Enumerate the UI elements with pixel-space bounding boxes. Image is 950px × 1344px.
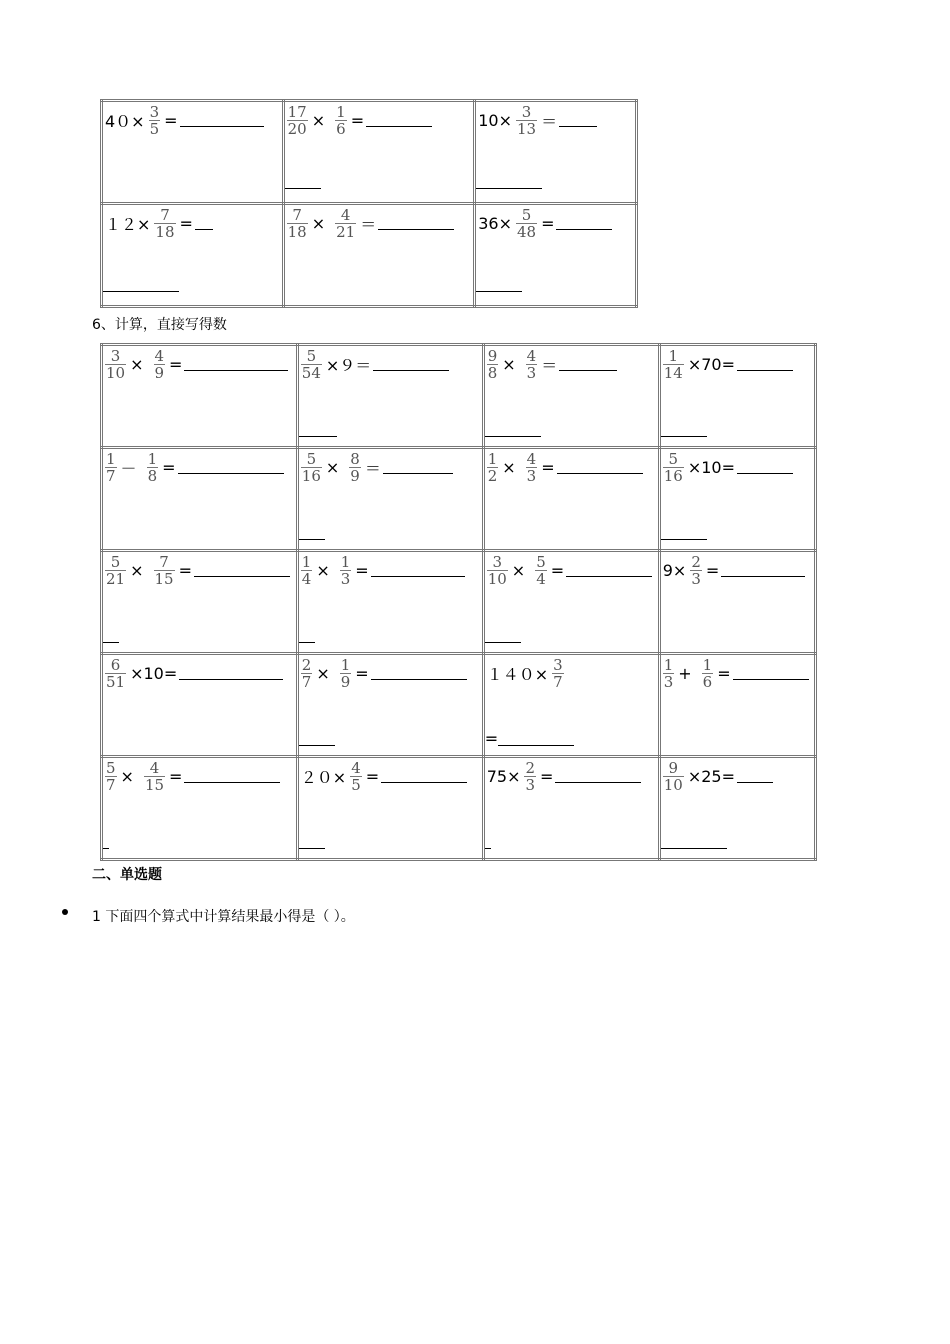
equals-sign: = bbox=[541, 458, 555, 477]
operator: － bbox=[120, 459, 137, 478]
fraction bbox=[154, 207, 175, 240]
fraction-denominator: 15 bbox=[154, 570, 174, 588]
operator: × bbox=[325, 458, 340, 477]
answer-blank[interactable] bbox=[737, 358, 793, 371]
answer-blank[interactable] bbox=[299, 424, 337, 437]
fraction bbox=[301, 554, 313, 587]
fraction-denominator: 10 bbox=[106, 364, 126, 382]
fraction-numerator: 1 bbox=[663, 656, 674, 674]
fraction-numerator: 4 bbox=[526, 347, 537, 365]
answer-continuation bbox=[485, 626, 521, 645]
expression-prefix: 10× bbox=[478, 111, 512, 130]
exercise-cell bbox=[483, 345, 659, 448]
answer-blank[interactable] bbox=[661, 836, 727, 849]
answer-blank[interactable] bbox=[184, 358, 288, 371]
equals-sign: = bbox=[169, 767, 183, 786]
equals-sign: = bbox=[164, 111, 178, 130]
table-row bbox=[102, 654, 816, 757]
answer-blank[interactable] bbox=[179, 667, 283, 680]
operator: × bbox=[502, 458, 516, 477]
fraction-numerator: 2 bbox=[525, 759, 536, 777]
equals-sign: ＝ bbox=[541, 356, 558, 375]
fraction bbox=[535, 554, 547, 587]
exercise-cell bbox=[659, 654, 815, 757]
fraction-denominator: 9 bbox=[340, 673, 351, 691]
table-row bbox=[102, 448, 816, 551]
operator: × bbox=[502, 355, 516, 374]
fraction-numerator: 1 bbox=[487, 450, 498, 468]
operator: × bbox=[316, 664, 330, 683]
answer-blank[interactable] bbox=[180, 114, 264, 127]
answer-blank[interactable] bbox=[476, 176, 542, 189]
fraction-numerator: 17 bbox=[287, 103, 307, 121]
answer-continuation bbox=[485, 420, 541, 439]
fraction-numerator: 7 bbox=[160, 206, 170, 224]
fraction-denominator: 7 bbox=[301, 673, 312, 691]
answer-continuation bbox=[476, 172, 542, 191]
operator: × bbox=[130, 561, 144, 580]
answer-continuation bbox=[299, 832, 325, 851]
fraction-numerator: 6 bbox=[110, 656, 121, 674]
fraction-denominator: 21 bbox=[336, 223, 356, 241]
answer-blank[interactable] bbox=[299, 630, 315, 643]
table-row bbox=[102, 757, 816, 860]
fraction-numerator: 5 bbox=[668, 450, 679, 468]
fraction bbox=[301, 451, 322, 484]
answer-continuation bbox=[485, 729, 574, 748]
answer-blank[interactable] bbox=[378, 217, 454, 230]
fraction bbox=[663, 760, 684, 793]
equals-sign: = bbox=[540, 767, 554, 786]
expression bbox=[103, 348, 288, 381]
exercise-cell bbox=[102, 757, 298, 860]
answer-blank[interactable] bbox=[299, 836, 325, 849]
fraction bbox=[335, 104, 347, 137]
table-row bbox=[102, 101, 637, 204]
expression-prefix: ２０× bbox=[300, 768, 347, 787]
operator: × bbox=[311, 111, 326, 130]
answer-blank[interactable] bbox=[566, 564, 652, 577]
exercise-cell bbox=[297, 757, 483, 860]
fraction-denominator: 2 bbox=[487, 467, 498, 485]
answer-blank[interactable] bbox=[195, 217, 213, 230]
fraction bbox=[349, 451, 361, 484]
exercise-cell bbox=[102, 654, 298, 757]
fraction-numerator: 4 bbox=[526, 450, 537, 468]
answer-continuation bbox=[485, 832, 491, 851]
fraction-numerator: 7 bbox=[159, 553, 169, 571]
answer-blank[interactable] bbox=[556, 217, 612, 230]
fraction-numerator: 1 bbox=[301, 553, 312, 571]
fraction bbox=[516, 207, 537, 240]
operator: × bbox=[311, 214, 326, 233]
equals-sign: = bbox=[355, 561, 369, 580]
answer-blank[interactable] bbox=[371, 564, 465, 577]
fraction-denominator: 3 bbox=[526, 364, 537, 382]
expression bbox=[299, 554, 465, 587]
answer-continuation bbox=[661, 420, 707, 439]
answer-blank[interactable] bbox=[661, 424, 707, 437]
fraction-denominator: 16 bbox=[663, 467, 683, 485]
answer-blank[interactable] bbox=[737, 770, 773, 783]
fraction bbox=[526, 348, 538, 381]
answer-blank[interactable] bbox=[559, 114, 597, 127]
expression-prefix: 36× bbox=[478, 214, 512, 233]
expression bbox=[299, 451, 453, 484]
answer-blank[interactable] bbox=[383, 461, 453, 474]
fraction-numerator: 7 bbox=[292, 206, 302, 224]
fraction bbox=[350, 760, 362, 793]
fraction-denominator: 6 bbox=[336, 120, 346, 138]
answer-continuation bbox=[299, 626, 315, 645]
fraction-denominator: 8 bbox=[487, 364, 498, 382]
equals-sign: = bbox=[705, 561, 720, 580]
exercise-table-2 bbox=[100, 343, 817, 861]
fraction bbox=[301, 348, 322, 381]
fraction-numerator: 3 bbox=[521, 103, 532, 121]
equals-sign: = bbox=[350, 111, 365, 130]
expression-prefix: 9× bbox=[662, 561, 687, 580]
fraction bbox=[301, 657, 313, 690]
exercise-cell bbox=[297, 345, 483, 448]
fraction bbox=[487, 554, 508, 587]
expression-prefix: １４０× bbox=[486, 665, 549, 684]
section-6-title: 6、计算，直接写得数 bbox=[92, 317, 227, 333]
fraction bbox=[144, 760, 165, 793]
answer-blank[interactable] bbox=[476, 279, 522, 292]
equals-sign: = bbox=[550, 561, 565, 580]
equals-sign: = bbox=[541, 214, 555, 233]
fraction bbox=[335, 207, 356, 240]
answer-continuation bbox=[476, 275, 522, 294]
answer-continuation bbox=[299, 420, 337, 439]
expression bbox=[103, 451, 284, 484]
fraction-numerator: 4 bbox=[351, 759, 361, 777]
fraction-numerator: 1 bbox=[106, 450, 116, 468]
equals-sign: ×70= bbox=[687, 355, 735, 374]
fraction-numerator: 3 bbox=[110, 347, 121, 365]
equals-sign: = bbox=[162, 458, 176, 477]
fraction-denominator: 7 bbox=[106, 467, 116, 485]
fraction-numerator: 5 bbox=[306, 347, 317, 365]
table-row bbox=[102, 204, 637, 307]
answer-blank[interactable] bbox=[381, 770, 467, 783]
exercise-cell bbox=[475, 204, 637, 307]
fraction-denominator: 48 bbox=[516, 223, 537, 241]
fraction-numerator: 5 bbox=[306, 450, 317, 468]
fraction-numerator: 5 bbox=[521, 206, 532, 224]
expression bbox=[299, 760, 467, 793]
expression bbox=[103, 207, 213, 240]
answer-continuation bbox=[285, 172, 321, 191]
fraction-denominator: 3 bbox=[691, 570, 701, 588]
answer-blank[interactable] bbox=[555, 770, 641, 783]
expression bbox=[285, 207, 455, 240]
equals-sign: ＝ bbox=[360, 215, 377, 234]
fraction bbox=[105, 657, 126, 690]
expression-prefix: 75× bbox=[486, 767, 521, 786]
operator: × bbox=[511, 561, 526, 580]
exercise-cell bbox=[102, 551, 298, 654]
exercise-cell bbox=[283, 204, 475, 307]
fraction bbox=[526, 451, 538, 484]
fraction bbox=[105, 451, 117, 484]
expression bbox=[285, 104, 432, 137]
fraction-numerator: 2 bbox=[691, 553, 701, 571]
expression-prefix: １２× bbox=[105, 215, 151, 234]
answer-continuation bbox=[103, 832, 109, 851]
table-row bbox=[102, 345, 816, 448]
fraction-denominator: 15 bbox=[144, 776, 165, 794]
equals-sign: = bbox=[169, 355, 183, 374]
expression bbox=[485, 348, 618, 381]
exercise-cell bbox=[102, 345, 298, 448]
fraction-denominator: 3 bbox=[526, 467, 537, 485]
answer-blank[interactable] bbox=[103, 630, 119, 643]
fraction-numerator: 9 bbox=[668, 759, 679, 777]
fraction-denominator: 8 bbox=[147, 467, 158, 485]
equals-sign: = bbox=[355, 664, 369, 683]
equals-sign: = bbox=[484, 729, 499, 748]
answer-blank[interactable] bbox=[178, 461, 284, 474]
fraction bbox=[690, 554, 702, 587]
fraction-denominator: 5 bbox=[351, 776, 361, 794]
fraction bbox=[154, 554, 175, 587]
operator: × bbox=[316, 561, 330, 580]
expression bbox=[103, 104, 264, 137]
exercise-cell bbox=[102, 448, 298, 551]
expression bbox=[476, 104, 597, 137]
fraction-denominator: 9 bbox=[154, 364, 165, 382]
expression bbox=[485, 657, 566, 690]
expression bbox=[661, 657, 809, 690]
answer-blank[interactable] bbox=[559, 358, 617, 371]
exercise-cell bbox=[659, 757, 815, 860]
equals-sign: = bbox=[365, 767, 380, 786]
equals-sign: = bbox=[179, 214, 193, 233]
answer-blank[interactable] bbox=[184, 770, 280, 783]
equals-sign: ×10= bbox=[130, 664, 178, 683]
question-1: 1 下面四个算式中计算结果最小得是（ ）。 bbox=[92, 909, 355, 925]
fraction bbox=[154, 348, 166, 381]
fraction bbox=[147, 451, 159, 484]
exercise-cell bbox=[297, 551, 483, 654]
expression bbox=[661, 554, 806, 587]
fraction-denominator: 7 bbox=[553, 673, 563, 691]
expression bbox=[661, 760, 773, 793]
answer-blank[interactable] bbox=[103, 279, 179, 292]
answer-blank[interactable] bbox=[103, 836, 109, 849]
answer-blank[interactable] bbox=[485, 630, 521, 643]
fraction-denominator: 3 bbox=[663, 673, 674, 691]
fraction-numerator: 3 bbox=[149, 103, 160, 121]
fraction-denominator: 7 bbox=[106, 776, 116, 794]
exercise-cell bbox=[659, 448, 815, 551]
fraction-denominator: 13 bbox=[516, 120, 537, 138]
exercise-cell bbox=[483, 757, 659, 860]
equals-sign: ×９＝ bbox=[325, 356, 372, 375]
exercise-cell bbox=[297, 654, 483, 757]
answer-blank[interactable] bbox=[366, 114, 432, 127]
fraction-numerator: 5 bbox=[110, 553, 121, 571]
fraction-numerator: 3 bbox=[492, 553, 503, 571]
answer-continuation bbox=[661, 523, 707, 542]
fraction-denominator: 18 bbox=[155, 223, 175, 241]
expression bbox=[299, 657, 467, 690]
equals-sign: ＝ bbox=[541, 112, 558, 131]
fraction-denominator: 10 bbox=[487, 570, 507, 588]
fraction-denominator: 18 bbox=[287, 223, 307, 241]
equals-sign: ＝ bbox=[364, 459, 381, 478]
exercise-cell bbox=[659, 551, 815, 654]
bullet-icon bbox=[62, 909, 68, 915]
expression bbox=[661, 451, 793, 484]
expression bbox=[103, 760, 280, 793]
fraction-numerator: 1 bbox=[340, 656, 351, 674]
expression bbox=[103, 657, 283, 690]
expression bbox=[661, 348, 793, 381]
equals-sign: = bbox=[178, 561, 192, 580]
fraction-denominator: 21 bbox=[106, 570, 126, 588]
table-row bbox=[102, 551, 816, 654]
fraction-denominator: 14 bbox=[663, 364, 683, 382]
fraction bbox=[105, 760, 117, 793]
expression bbox=[485, 554, 652, 587]
expression bbox=[485, 760, 642, 793]
exercise-cell bbox=[102, 101, 284, 204]
fraction-denominator: 10 bbox=[663, 776, 683, 794]
expression bbox=[476, 207, 612, 240]
fraction bbox=[487, 348, 499, 381]
expression bbox=[485, 451, 643, 484]
operator: × bbox=[130, 355, 144, 374]
fraction-numerator: 1 bbox=[668, 347, 679, 365]
fraction-numerator: 1 bbox=[340, 553, 351, 571]
expression bbox=[299, 348, 450, 381]
fraction bbox=[149, 104, 161, 137]
fraction-denominator: 16 bbox=[301, 467, 321, 485]
answer-blank[interactable] bbox=[498, 733, 574, 746]
exercise-table-1 bbox=[100, 99, 638, 308]
exercise-cell bbox=[283, 101, 475, 204]
answer-blank[interactable] bbox=[299, 733, 335, 746]
answer-blank[interactable] bbox=[661, 527, 707, 540]
fraction-numerator: 2 bbox=[301, 656, 312, 674]
fraction-denominator: 6 bbox=[702, 673, 713, 691]
equals-sign: ×10= bbox=[687, 458, 735, 477]
answer-continuation bbox=[103, 275, 179, 294]
fraction bbox=[287, 207, 308, 240]
fraction bbox=[287, 104, 308, 137]
fraction-denominator: 4 bbox=[301, 570, 312, 588]
fraction-denominator: 4 bbox=[536, 570, 546, 588]
fraction-denominator: 3 bbox=[525, 776, 536, 794]
exercise-cell bbox=[475, 101, 637, 204]
fraction bbox=[524, 760, 536, 793]
fraction-numerator: 1 bbox=[336, 103, 346, 121]
operator: × bbox=[120, 767, 134, 786]
answer-continuation bbox=[299, 729, 335, 748]
answer-blank[interactable] bbox=[485, 424, 541, 437]
answer-continuation bbox=[299, 523, 325, 542]
exercise-cell bbox=[483, 654, 659, 757]
exercise-cell bbox=[297, 448, 483, 551]
fraction-denominator: 5 bbox=[149, 120, 160, 138]
fraction-numerator: 3 bbox=[553, 656, 563, 674]
answer-blank[interactable] bbox=[733, 667, 809, 680]
fraction-numerator: 4 bbox=[149, 759, 160, 777]
fraction-numerator: 5 bbox=[106, 759, 116, 777]
section-2-title: 二、单选题 bbox=[92, 867, 162, 883]
fraction-numerator: 4 bbox=[340, 206, 351, 224]
fraction bbox=[663, 451, 684, 484]
answer-blank[interactable] bbox=[737, 461, 793, 474]
fraction-denominator: 51 bbox=[106, 673, 126, 691]
exercise-cell bbox=[659, 345, 815, 448]
fraction-numerator: 5 bbox=[536, 553, 546, 571]
exercise-cell bbox=[102, 204, 284, 307]
fraction-numerator: 1 bbox=[147, 450, 158, 468]
fraction-numerator: 4 bbox=[154, 347, 165, 365]
fraction-denominator: 54 bbox=[301, 364, 321, 382]
operator: + bbox=[678, 664, 692, 683]
answer-blank[interactable] bbox=[371, 667, 467, 680]
answer-blank[interactable] bbox=[194, 564, 290, 577]
answer-blank[interactable] bbox=[557, 461, 643, 474]
fraction bbox=[552, 657, 564, 690]
fraction-denominator: 9 bbox=[350, 467, 360, 485]
answer-continuation bbox=[103, 626, 119, 645]
expression-prefix: 4０× bbox=[105, 112, 145, 131]
fraction-numerator: 8 bbox=[350, 450, 360, 468]
answer-blank[interactable] bbox=[373, 358, 449, 371]
equals-sign: ×25= bbox=[687, 767, 735, 786]
exercise-cell bbox=[483, 551, 659, 654]
answer-blank[interactable] bbox=[285, 176, 321, 189]
fraction bbox=[702, 657, 714, 690]
exercise-cell bbox=[483, 448, 659, 551]
answer-blank[interactable] bbox=[299, 527, 325, 540]
fraction-denominator: 20 bbox=[287, 120, 307, 138]
answer-blank[interactable] bbox=[485, 836, 491, 849]
fraction-denominator: 3 bbox=[340, 570, 351, 588]
answer-blank[interactable] bbox=[721, 564, 805, 577]
fraction bbox=[516, 104, 537, 137]
fraction-numerator: 9 bbox=[487, 347, 498, 365]
fraction bbox=[340, 554, 352, 587]
fraction bbox=[663, 657, 675, 690]
equals-sign: = bbox=[717, 664, 731, 683]
fraction-numerator: 1 bbox=[702, 656, 713, 674]
fraction bbox=[340, 657, 352, 690]
fraction bbox=[487, 451, 499, 484]
answer-continuation bbox=[661, 832, 727, 851]
fraction bbox=[105, 554, 126, 587]
fraction bbox=[663, 348, 684, 381]
expression bbox=[103, 554, 290, 587]
fraction bbox=[105, 348, 126, 381]
